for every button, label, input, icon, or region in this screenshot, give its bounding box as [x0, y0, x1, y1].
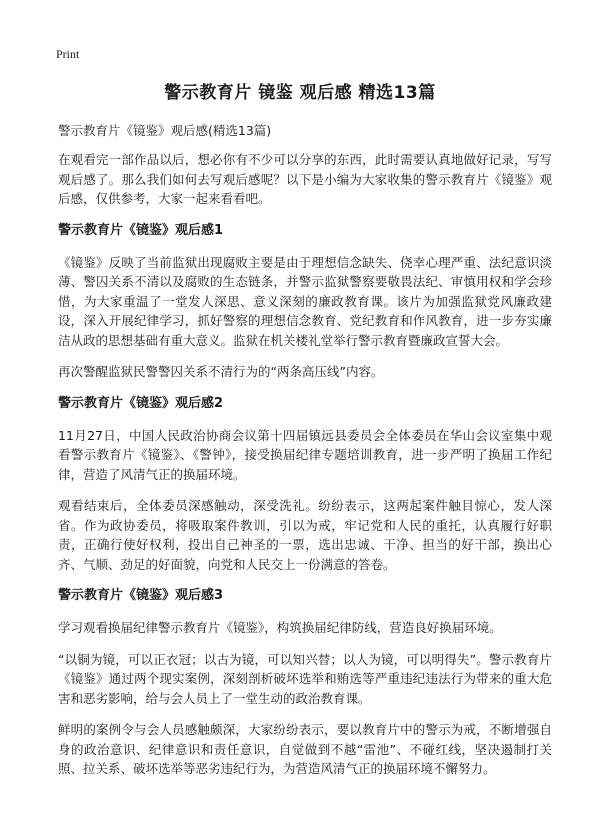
- page-title: 警示教育片 镜鉴 观后感 精选13篇: [164, 83, 436, 103]
- section-heading-2: 警示教育片《镜鉴》观后感2: [58, 395, 224, 411]
- document-body: [58, 150, 552, 791]
- section-3-paragraph-1: 学习观看换届纪律警示教育片《镜鉴》，构筑换届纪律防线，营造良好换届环境。: [58, 620, 502, 635]
- section-3-paragraph-2: “以铜为镜，可以正衣冠；以古为镜，可以知兴替；以人为镜，可以明得失”。警示教育片《镜鉴》通过两个现实案例，深刻剖析破坏选举和贿选等严重违纪违法行为带来的重大危害和恶劣影响，给与会人员上了一堂生动的政治教育课。: [58, 651, 552, 706]
- document-subtitle: 警示教育片《镜鉴》观后感(精选13篇): [58, 123, 272, 138]
- section-2-paragraph-1: 11月27日，中国人民政治协商会议第十四届镇远县委员会全体委员在华山会议室集中观看警示教育片《镜鉴》、《警钟》，接受换届纪律专题培训教育，进一步严明了换届工作纪律，营造了风清气正的换届环境。: [58, 427, 552, 482]
- section-heading-1: 警示教育片《镜鉴》观后感1: [58, 222, 224, 238]
- section-1-paragraph-2: 再次警醒监狱民警警囚关系不清行为的“两条高压线”内容。: [58, 364, 384, 379]
- section-1-paragraph-1: 《镜鉴》反映了当前监狱出现腐败主要是由于理想信念缺失、侥幸心理严重、法纪意识淡薄、警囚关系不清以及腐败的生态链条，并警示监狱警察要敬畏法纪、审慎用权和学会珍惜，为大家重温了一堂发人深思、意义深刻的廉政教育课。该片为加强监狱党风廉政建设，深入开展纪律学习，抓好警察的理想信念教育、党纪教育和作风教育，进一步夯实廉洁从政的思想基础有重大意义。监狱在机关楼礼堂举行警示教育暨廉政宣誓大会。: [58, 254, 552, 348]
- section-heading-3: 警示教育片《镜鉴》观后感3: [58, 588, 224, 603]
- section-3-paragraph-3: 鲜明的案例令与会人员感触颇深，大家纷纷表示，要以教育片中的警示为戒，不断增强自身的政治意识、纪律意识和责任意识，自觉做到不越“雷池”、不碰红线，坚决遏制打关照、拉关系、破坏选举等恶劣违纪行为，为营造风清气正的换届环境不懈努力。: [58, 722, 552, 776]
- section-2-paragraph-2: 观看结束后，全体委员深感触动，深受洗礼。纷纷表示，这两起案件触目惊心，发人深省。作为政协委员，将吸取案件教训，引以为戒，牢记党和人民的重托，认真履行好职责，正确行使好权利，投出自己神圣的一票，选出忠诚、干净、担当的好干部，换出心齐、气顺、劲足的好面貌，向党和人民交上一份满意的答卷。: [58, 498, 552, 572]
- intro-paragraph: 在观看完一部作品以后，想必你有不少可以分享的东西，此时需要认真地做好记录，写写观后感了。那么我们如何去写观后感呢？以下是小编为大家收集的警示教育片《镜鉴》观后感，仅供参考，大家一起来看看吧。: [58, 152, 552, 206]
- print-link[interactable]: Print: [56, 47, 80, 61]
